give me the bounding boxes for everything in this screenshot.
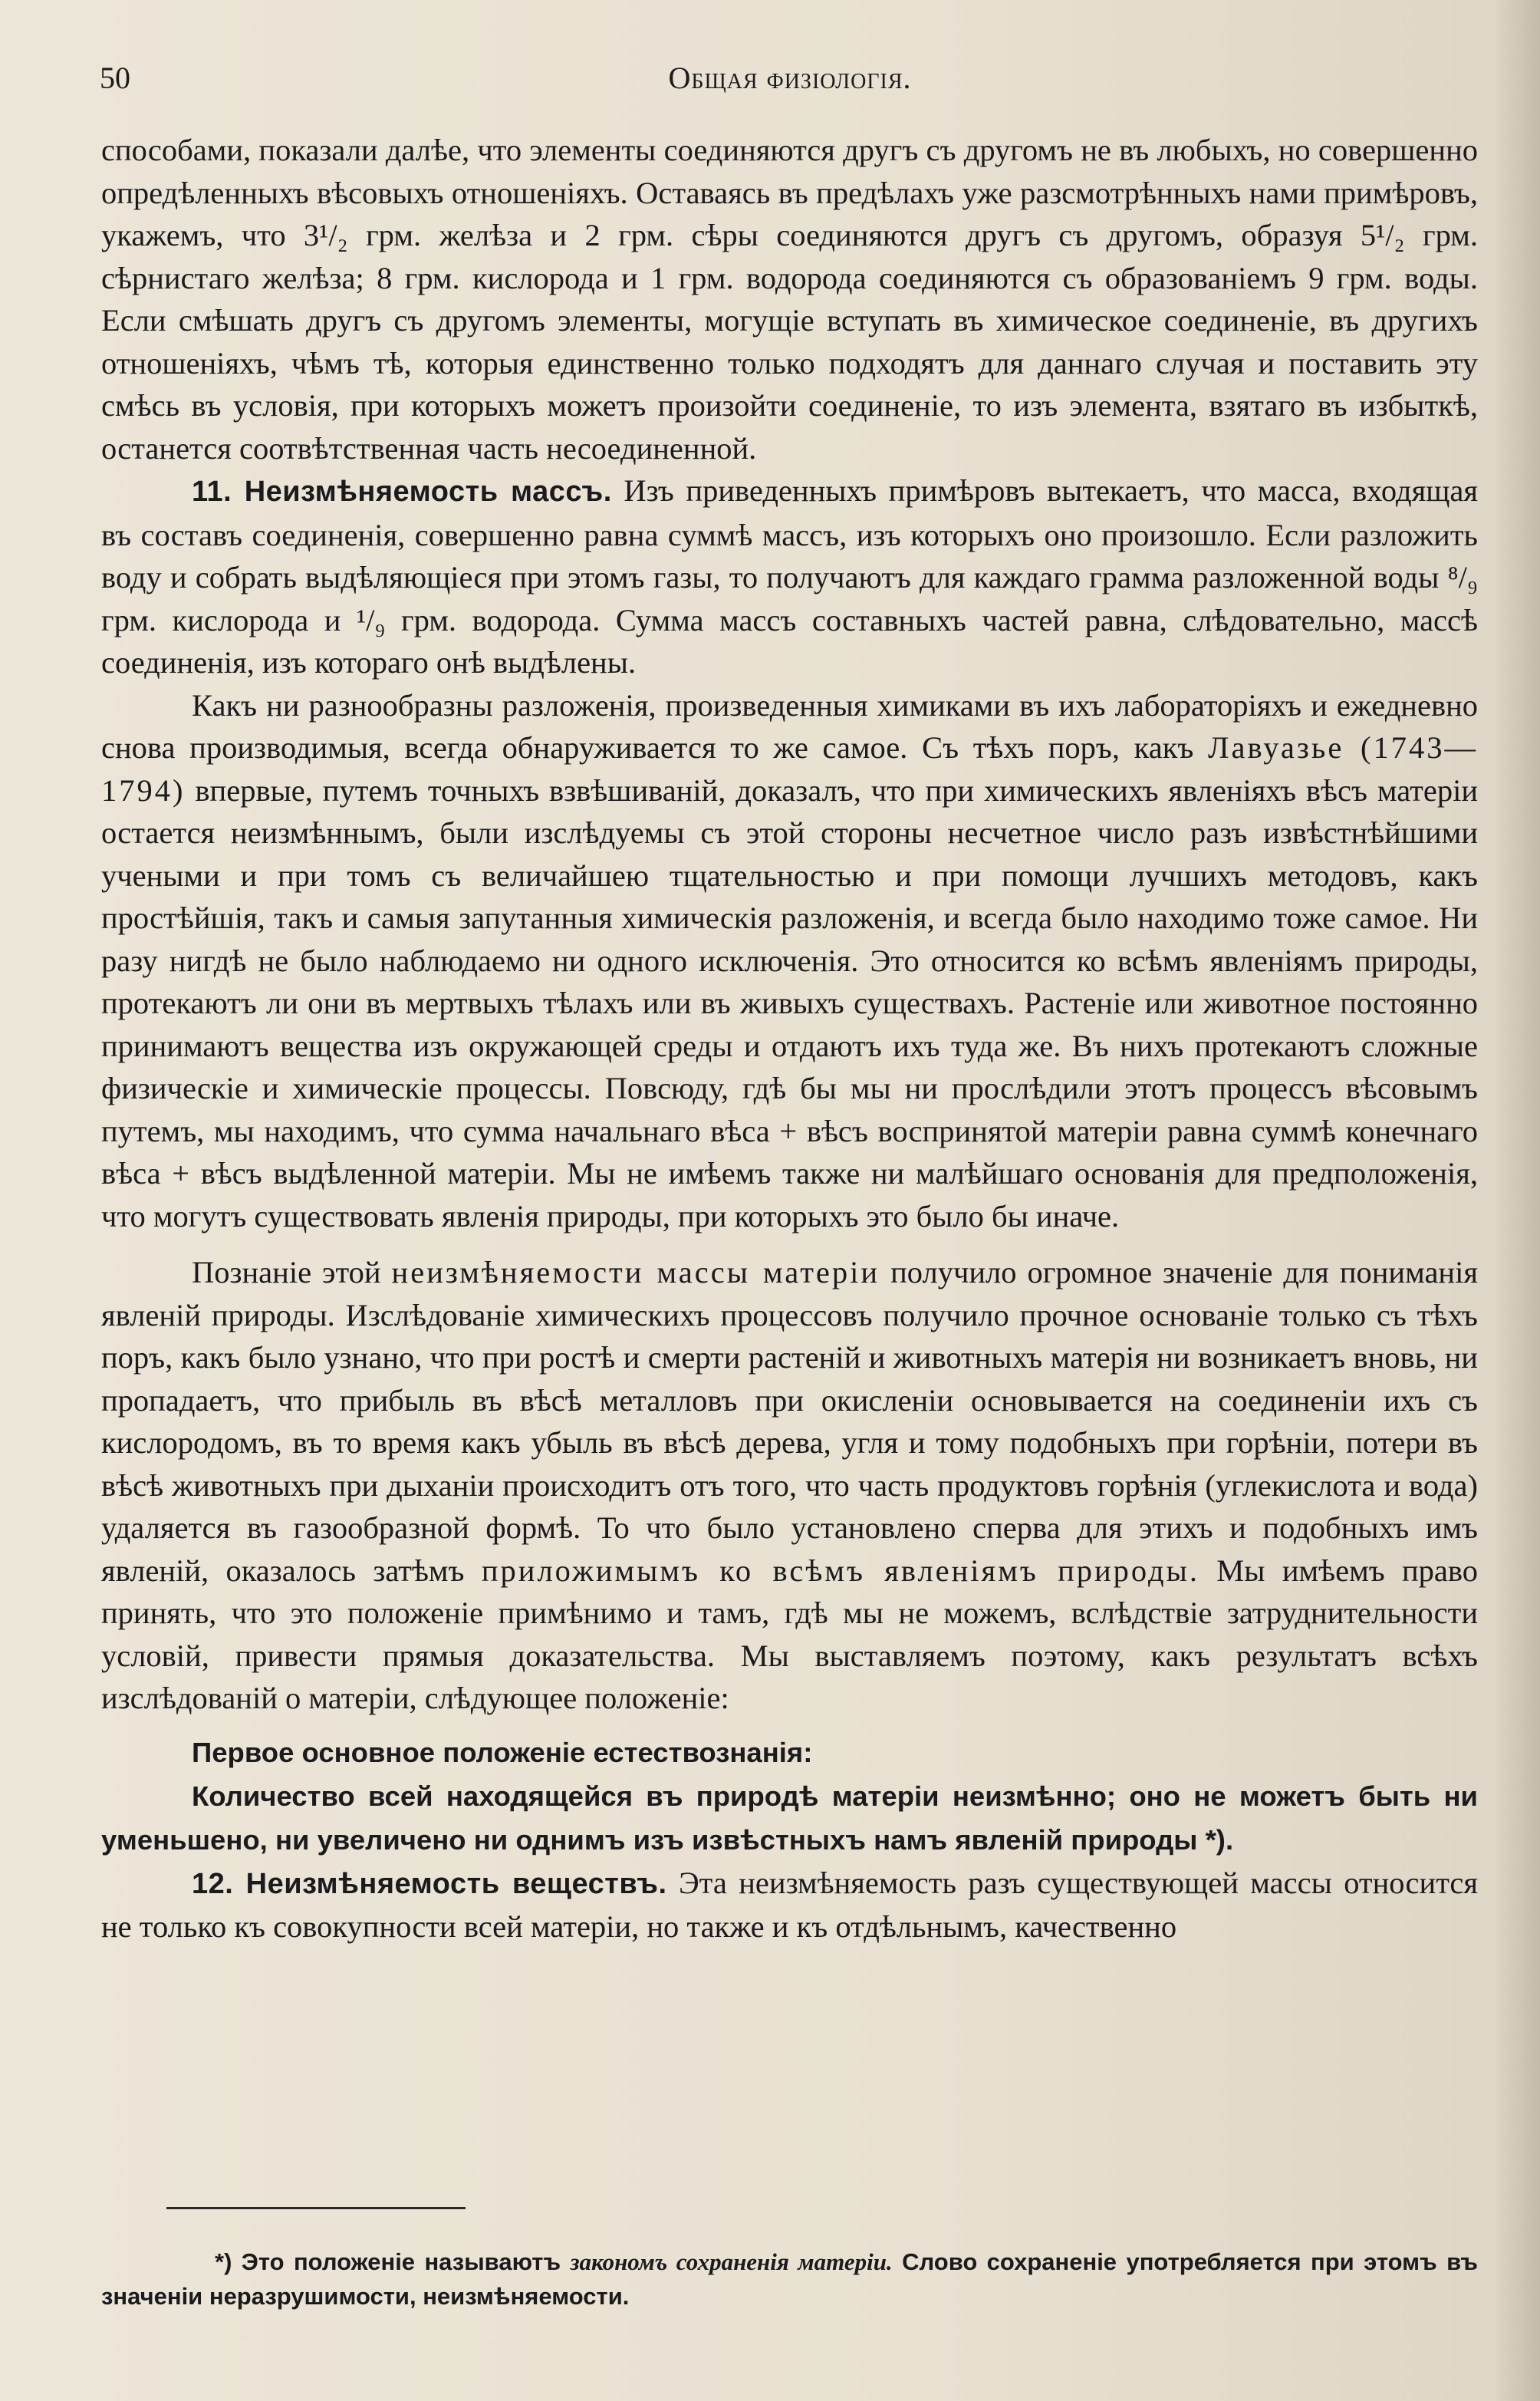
section-11 <box>101 469 1478 684</box>
paragraph-conservation-mid: получило огромное значеніе для пониманія явленій природы. Изслѣдованіе химическихъ процессовъ получило прочное основаніе только съ тѣхъ поръ, какъ было узнано, что при ростѣ и смерти растеній и животныхъ матерія ни возникаетъ вновь, ни пропадаетъ, что прибыль въ вѣсѣ металловъ при окисленіи основывается на соединеніи ихъ съ кислородомъ, въ то время какъ убыль въ вѣсѣ дерева, угля и тому подобныхъ при горѣніи, потери въ вѣсѣ животныхъ при дыханіи происходитъ отъ того, что часть продуктовъ горѣнія (углекислота и вода) удаляется въ газообразной формѣ. То что было установлено сперва для этихъ и подобныхъ имъ явленій, оказалось затѣмъ <box>101 1255 1478 1588</box>
principle-title: Первое основное положеніе естествознанія: <box>192 1736 813 1768</box>
section-12-title: 12. Неизмѣняемость веществъ. <box>192 1867 667 1900</box>
section-11-text: Изъ приведенныхъ примѣровъ вытекаетъ, что масса, входящая въ составъ соединенія, совершенно равна суммѣ массъ, изъ которыхъ оно произошло. Если разложить воду и собрать выдѣляющіеся при этомъ газы, то получаютъ для каждаго грамма разложенной воды ⁸/₉ грм. кислорода и ¹/₉ грм. водорода. Сумма массъ составныхъ частей равна, слѣдовательно, массѣ соединенія, изъ котораго онѣ выдѣлены. <box>101 473 1478 680</box>
section-12-text: Эта неизмѣняемость разъ существующей массы относится не только къ совокупности всей матеріи, но также и къ отдѣльнымъ, качественно <box>101 1865 1478 1944</box>
paragraph-conservation-end: Мы имѣемъ право принять, что это положеніе примѣнимо и тамъ, гдѣ мы не можемъ, вслѣдствіе затруднительности условій, привести прямыя доказательства. Мы выставляемъ поэтому, какъ результатъ всѣхъ изслѣдованій о матеріи, слѣдующее положеніе: <box>101 1553 1479 1715</box>
page-body <box>101 129 1478 1948</box>
principle-text: Количество всей находящейся въ природѣ матеріи неизмѣнно; оно не можетъ быть ни уменьшено, ни увеличено ни однимъ изъ извѣстныхъ намъ явленій природы *). <box>101 1780 1478 1856</box>
section-12 <box>101 1862 1478 1948</box>
running-title: Общая физіологія. <box>668 61 912 95</box>
footnote-divider <box>166 2207 466 2209</box>
footnote-law-name: закономъ сохраненія матеріи. <box>570 2248 893 2275</box>
paragraph-conservation <box>101 1251 1478 1720</box>
footnote-text-end: Слово сохраненіе употребляется при этомъ въ значеніи неразрушимости, неизмѣняемости. <box>101 2248 1478 2310</box>
footnote-marker: *) <box>215 2248 232 2275</box>
lavoisier-name: Лавуазье (1743—1794) <box>101 730 1479 808</box>
paragraph-lavoisier-start: Какъ ни разнообразны разложенія, произведенныя химиками въ ихъ лабораторіяхъ и ежедневно снова производимыя, всегда обнаруживается то же самое. Съ тѣхъ поръ, какъ <box>101 687 1478 765</box>
footnote-text-start: Это положеніе называютъ <box>241 2248 561 2275</box>
page-number: 50 <box>100 61 130 95</box>
emphasis-applicable: приложимымъ ко всѣмъ явленіямъ природы. <box>481 1553 1199 1588</box>
emphasis-mass-invariance: неизмѣняемости массы матеріи <box>391 1255 880 1289</box>
footnote <box>101 2245 1478 2314</box>
section-11-title: 11. Неизмѣняемость массъ. <box>192 476 612 508</box>
paragraph-conservation-start: Познаніе этой <box>192 1255 381 1289</box>
paragraph-lavoisier-end: впервые, путемъ точныхъ взвѣшиваній, доказалъ, что при химическихъ явленіяхъ вѣсъ матеріи остается неизмѣннымъ, были изслѣдуемы съ этой стороны несчетное число разъ извѣстнѣйшими учеными и при томъ съ величайшею тщательностью и при помощи лучшихъ методовъ, какъ простѣйшія, такъ и самыя запутанныя химическія разложенія, и всегда было находимо тоже самое. Ни разу нигдѣ не было наблюдаемо ни одного исключенія. Это относится ко всѣмъ явленіямъ природы, протекаютъ ли они въ мертвыхъ тѣлахъ или въ живыхъ существахъ. Растеніе или животное постоянно принимаютъ вещества изъ окружающей среды и отдаютъ ихъ туда же. Въ нихъ протекаютъ сложные физическіе и химическіе процессы. Повсюду, гдѣ бы мы ни прослѣдили этотъ процессъ вѣсовымъ путемъ, мы находимъ, что сумма начальнаго вѣса + вѣсъ воспринятой матеріи равна суммѣ конечнаго вѣса + вѣсъ выдѣленной матеріи. Мы не имѣемъ также ни малѣйшаго основанія для предположенія, что могутъ существовать явленія природы, при которыхъ это было бы иначе. <box>101 772 1479 1233</box>
paragraph-continuation: способами, показали далѣе, что элементы соединяются другъ съ другомъ не въ любыхъ, но совершенно опредѣленныхъ вѣсовыхъ отношеніяхъ. Оставаясь въ предѣлахъ уже разсмотрѣнныхъ нами примѣровъ, укажемъ, что 3¹/₂ грм. желѣза и 2 грм. сѣры соединяются другъ съ другомъ, образуя 5¹/₂ грм. сѣрнистаго желѣза; 8 грм. кислорода и 1 грм. водорода соединяются съ образованіемъ 9 грм. воды. Если смѣшать другъ съ другомъ элементы, могущіе вступать въ химическое соединеніе, въ другихъ отношеніяхъ, чѣмъ тѣ, которыя единственно только подходятъ для даннаго случая и поставить эту смѣсь въ условія, при которыхъ можетъ произойти соединеніе, то изъ элемента, взятаго въ избыткѣ, останется соотвѣтственная часть несоединенной. <box>101 133 1478 466</box>
page-header <box>100 60 1480 106</box>
paragraph-lavoisier <box>101 684 1478 1238</box>
